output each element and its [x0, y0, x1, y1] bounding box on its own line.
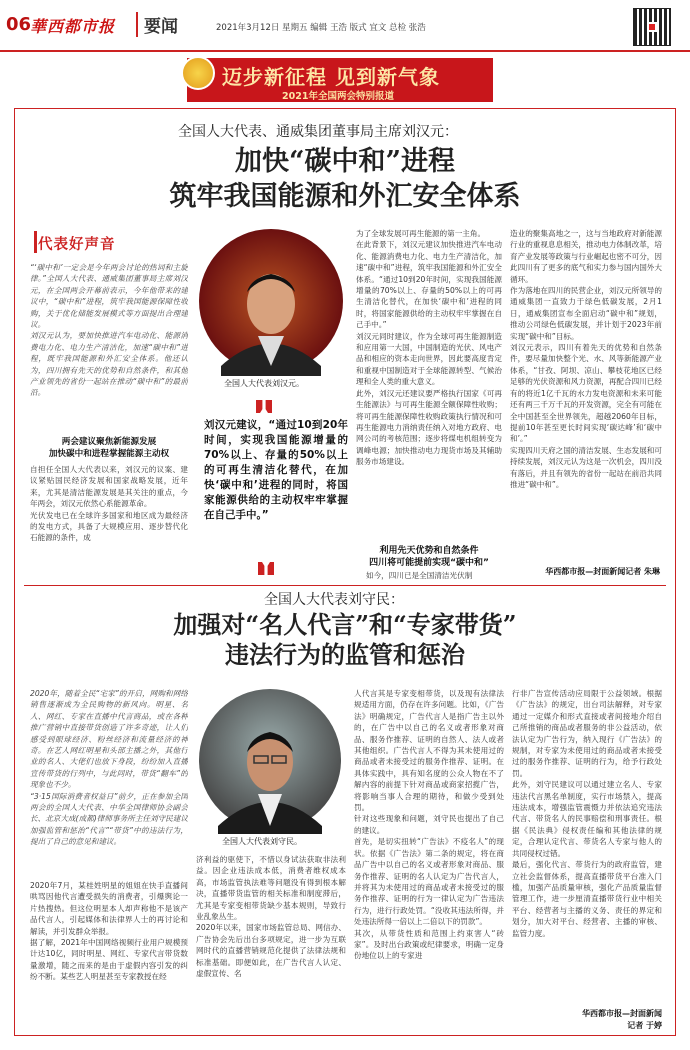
- header-rule: [0, 50, 690, 52]
- article2-headline: [120, 610, 570, 670]
- headline-line2: 筑牢我国能源和外汇安全体系: [169, 181, 521, 212]
- article1-byline: 华西都市报—封面新闻记者 朱琳: [545, 567, 660, 576]
- article1-subhead1: [30, 436, 188, 460]
- article1-lead: [30, 262, 188, 438]
- article1-col3b: 如今，四川已是全国清洁光伏制: [366, 571, 473, 580]
- lead-para2: 刘汉元认为，要加快推进汽车电动化、能源消费电力化、电力生产清洁化，加速“碳中和”进程，既牢我国能源和外汇安全体系。他还认为，四川拥有先天的优势和自然条件，和其他产业领先的省份一起站在推动“碳中和”的最前沿。: [30, 331, 188, 398]
- headline2-line1: 加强对“名人代言”和“专家带货”: [173, 610, 517, 639]
- banner-subtitle: 2021年全国两会特别报道: [282, 91, 394, 102]
- headline2-line2: 违法行为的监管和惩治: [225, 640, 465, 669]
- article1-col4: 造业的聚集高地之一，这与当地政府对新能源行业的重视息息相关，推动电力体制改革，培育产业发展等政策与行业崛起也密不可分，因此四川有了更多的底气和实力参与国内国外大循环。 作为落地在四川的民营企业，刘汉元所领导的通威集团一直致力于绿色低碳发展，2月1日，通威集团宣布全面启动“碳中和”规划，推动公司绿色低碳发展，并计划于2023年前实现“碳中和”目标。 刘汉元表示，四川有着先天的优势和自然条件，要尽量加快整个光、水、风等新能源产业体系，“甘孜、阿坝、凉山、攀枝花地区已经足够的光伏资源和风力资源，再配合四川已经有的将近1亿千瓦的水力发电资源和未来可能还有两三千万千瓦的开发资源，完全有可能在全中国甚至全世界领先，超越2060年目标，提前10年甚至更长时间实现‘碳达峰’和‘碳中和’。” 实现四川天府之国的清洁发展、生态发展和可持续发展，刘汉元认为这是一次机会，四川没有落后，并且有领先的省份一起站在前沿共同推进“碳中和”。: [510, 229, 662, 489]
- subhead1-text: 两会建议聚焦新能源发展 加快碳中和进程掌握能源主动权: [48, 437, 170, 459]
- newspaper-logo: 華西都市报: [30, 17, 116, 36]
- article2-lead: 2020年，随着全民“宅家”的开启，网购和网络销售逐渐成为全民购物的新风向。明星、名人、网红、专家在直播中代言商品，或在各种推广营销中直接带货创造了许多奇迹，让人们感受到眼球经济、粉丝经济和流量经济的神奇。在艺人网红明星和头部主播之外，其他行业的名人、大佬们也放下身段，纷纷加入直播宣传带货的行列中，与此同时，带货“翻车”的现象也不少。 “3·15国际消费者权益日”前夕，正在参加全国两会的全国人大代表、中华全国律师协会副会长、北京大成(成都)律师事务所主任刘守民建议加强监管和惩治“代言”“带货”中的违法行为，提出了自己的意见和建议。: [30, 689, 188, 847]
- page-number: 06: [6, 14, 32, 35]
- article2-byline1: 华西都市报—封面新闻: [582, 1009, 662, 1018]
- article2-col4: 行非广告宣传活动应局限于公益领域。根据《广告法》的规定，出台司法解释，对专家通过一定媒介和形式直接或者间接地介绍自己所推销的商品或者服务的非公益活动，依法认定为广告行为，纳入现行《广告法》的规制，对专家为未使用过的商品或者未接受过的服务作推荐、证明的行为，给予行政处罚。 此外，刘守民建议可以通过建立名人、专家违法代言黑名单制度，实行市场禁入，提高违法成本，增强监管震慑力并依法追究违法代言、带货名人的民事赔偿和刑事责任。根据《民法典》侵权责任编和其他法律的规定，合理认定代言、带货名人专家与他人的共同侵权过错。 最后，强化代言、带货行为的政府监管，建立社会监督体系，提高直播带货平台准入门槛，加强产品质量审核，强化产品质量监督管理工作，进一步厘清直播带货行业中相关平台、经营者与主播的义务、责任的界定和划分，加大对平台、经营者、主播的审核、监管力度。: [512, 689, 662, 938]
- article1-col1: 自担任全国人大代表以来，刘汉元的议案、建议紧贴国民经济发展和国家战略发展，近年来，尤其是清洁能源发展是其关注的重点，今年两会，刘汉元依然心系能源革命。 光伏发电已在全球许多国家和地区成为最经济的发电方式，具备了大规模应用、逐步替代化石能源的条件，成: [30, 465, 188, 543]
- section-title: 要闻: [136, 12, 178, 37]
- liuhanyuan-photo: [196, 226, 346, 376]
- column-tag: 代表好声音: [38, 233, 116, 254]
- headline-line1: 加快“碳中和”进程: [234, 146, 456, 177]
- article2-col1: 2020年7月，某桂姓明星的姐姐在快手直播间哄骂因他代言遭受损失的消费者，引爆舆论一片热搜热。但这位明星本人却声称他不是该产品代言人，引起媒体和法律界人士的再讨论和解读，并引发群众举报。 据了解，2021年中国网络视频行业用户规模预计达10亿，同时明星、网红、专家代言带货数量激增，随之而来的是由于虚假内容引发的纠纷不断。某些艺人明星甚至专家教授在经: [30, 881, 188, 982]
- article2-byline2: 记者 于婷: [627, 1021, 662, 1030]
- liushoumin-photo: [196, 686, 344, 834]
- banner-title: 迈步新征程 见到新气象: [222, 65, 440, 89]
- issue-meta: 2021年3月12日 星期五 编辑 王浩 版式 宜文 总检 张浩: [216, 23, 426, 33]
- article1-pullquote: 刘汉元建议，“通过10到20年时间，实现我国能源增量的70%以上、存量的50%以上的可再生清洁化替代，在加快‘碳中和’进程的同时，将国家能源供给的主动权牢牢掌握在自己手中。”: [204, 419, 348, 521]
- article2-col3: 人代言其是专家变相带货，以及现有法律法规适用方面，仍存在许多问题。比如，《广告法》明确规定，广告代言人是指广告主以外的，在广告中以自己的名义或者形象对商品、服务作推荐、证明的自然人、法人或者其他组织。广告代言人不得为其未使用过的商品或者未接受过的服务作推荐、证明。在具体实践中，具有知名度的公众人物在不了解内容的前提下针对商品或商家招揽广告，将影响当事人合理的期待，和做少受到处罚。 针对这些现象和问题，刘守民也提出了自己的建议。 首先，是切实扭转“广告法》不疫名人”的现状。依据《广告法》第二条的规定，将在商品广告中以自己的名义或者形象对商品、服务作推荐、证明的名人认定为广告代言人，并将其为未使用过的商品或者未接受过的服务作推荐、证明的行为一律认定为广告违法行为，进行行政处罚。“没收其违法所得，并处违法所得一倍以上二倍以下的罚款”。 其次，从带货性质和范围上约束害人“砖家”。及时出台政策或纪律要求，明确一定身份地位以上的专家进: [354, 689, 504, 961]
- article2-kicker: 全国人大代表刘守民：: [264, 592, 404, 608]
- article1-kicker: 全国人大代表、通威集团董事局主席刘汉元：: [178, 124, 458, 140]
- photo1-caption: 全国人大代表刘汉元。: [224, 379, 304, 388]
- lead-para1: “‘碳中和’一定会是今年两会讨论的热词和主旋律。”全国人大代表、通威集团董事局主席刘汉元，在全国两会开幕前表示，今年他带来的建议中，“碳中和”进程，筑牢我国能源保障性收购，关于优化储能发展模式等方面提出合理建议。: [30, 263, 188, 330]
- qr-logo-icon: [647, 22, 657, 32]
- article1-headline: [120, 144, 570, 214]
- article1-col3: 为了全球发展可再生能源的第一主角。 在此背景下，刘汉元建议加快推进汽车电动化、能源消费电力化、电力生产清洁化，加速“碳中和”进程，筑牢我国能源和外汇安全体系。“通过10到20年时间，实现我国能源增量的70%以上、存量的50%以上的可再生清洁化替代，在加快‘碳中和’进程的同时，将国家能源供给的主动权牢牢掌握在自己手中。” 刘汉元同时建议，作为全球可再生能源制造和应用第一大国，中国制造的光伏、风电产品和相应的资本走向世界，因此要高度肯定和重视中国制造对于全球能源转型、气候治理和全人类的重大意义。 此外，刘汉元还建议要严格执行国家《可再生能源法》与可再生能源全额保障性收购；将可再生能源保障性收购政策执行情况和可再生能源电力消纳责任纳入对地方政府、电网公司的考核范围；逐步将煤电机组转变为调峰电源；加快推动电力现货市场及其辅助服务市场建设。: [356, 229, 502, 467]
- article1-subhead2: 利用先天优势和自然条件 四川将可能提前实现“碳中和”: [369, 546, 489, 568]
- emblem-icon: [181, 56, 215, 90]
- article-divider: [24, 585, 666, 586]
- article2-col2: 济利益的驱使下，不惜以身试法获取非法利益。因企业违法成本低，消费者维权成本高，市场监管执法难等问题没有得到根本解决，直播带货监管的相关标准和制度滞后，尤其是专家变相带货缺少基本规则，导致行业乱象丛生。 2020年以来，国家市场监管总局、网信办、广告协会先后出台多项规定，进一步为互联网时代的直播营销规范化提供了法律法规和标准基础。即便如此，在广告代言人认定、虚假宣传、名: [196, 855, 346, 979]
- photo2-caption: 全国人大代表刘守民。: [222, 837, 302, 846]
